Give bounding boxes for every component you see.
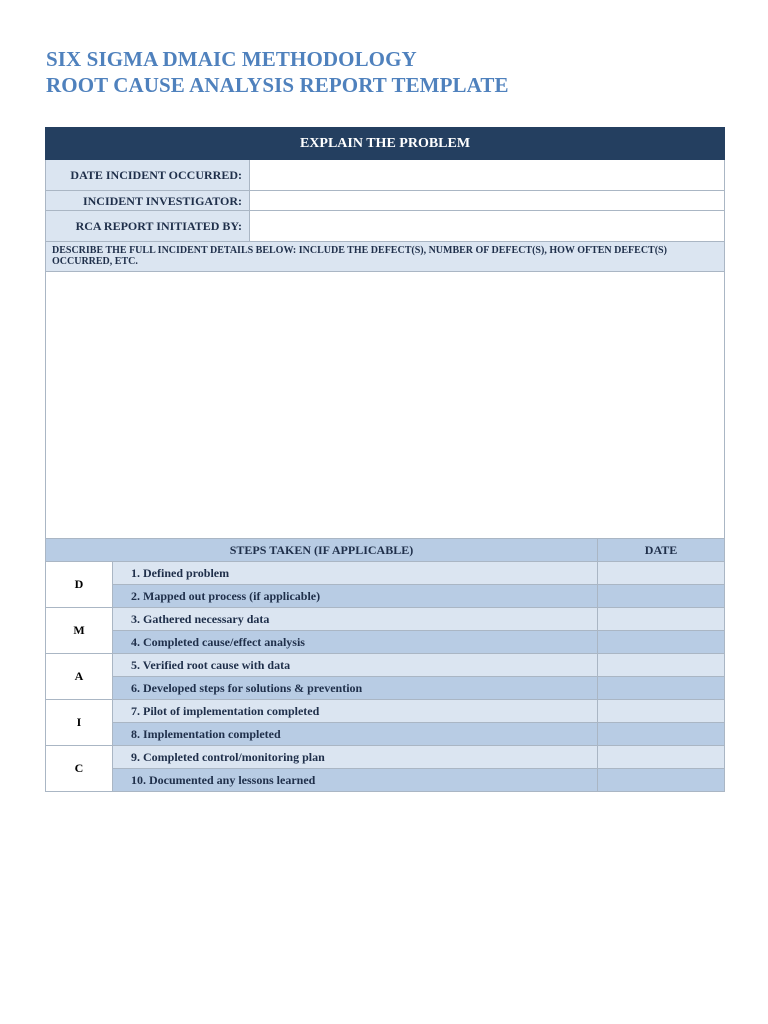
date-column-header: DATE <box>598 539 725 562</box>
step-item: 6. Developed steps for solutions & prevention <box>113 677 598 700</box>
date-incident-label: DATE INCIDENT OCCURRED: <box>46 160 250 191</box>
step-item: 8. Implementation completed <box>113 723 598 746</box>
rca-initiated-by-label: RCA REPORT INITIATED BY: <box>46 211 250 242</box>
step-date-field[interactable] <box>598 654 725 677</box>
step-item: 7. Pilot of implementation completed <box>113 700 598 723</box>
incident-investigator-label: INCIDENT INVESTIGATOR: <box>46 191 250 211</box>
step-date-field[interactable] <box>598 677 725 700</box>
title-line-2: ROOT CAUSE ANALYSIS REPORT TEMPLATE <box>46 73 509 97</box>
document-title <box>46 46 726 98</box>
date-incident-field[interactable] <box>250 160 725 191</box>
step-item: 5. Verified root cause with data <box>113 654 598 677</box>
step-date-field[interactable] <box>598 769 725 792</box>
incident-details-prompt: DESCRIBE THE FULL INCIDENT DETAILS BELOW: INCLUDE THE DEFECT(S), NUMBER OF DEFECT(S), HOW OFTEN DEFECT(S) OCCURRED, ETC. <box>46 242 725 272</box>
rca-initiated-by-field[interactable] <box>250 211 725 242</box>
step-date-field[interactable] <box>598 723 725 746</box>
phase-measure: M <box>46 608 113 654</box>
rca-form <box>45 127 725 792</box>
step-date-field[interactable] <box>598 746 725 769</box>
step-date-field[interactable] <box>598 608 725 631</box>
step-date-field[interactable] <box>598 562 725 585</box>
explain-problem-header: EXPLAIN THE PROBLEM <box>46 128 725 160</box>
steps-taken-header: STEPS TAKEN (IF APPLICABLE) <box>46 539 598 562</box>
step-item: 1. Defined problem <box>113 562 598 585</box>
phase-analyze: A <box>46 654 113 700</box>
incident-details-field[interactable] <box>46 272 725 539</box>
step-item: 3. Gathered necessary data <box>113 608 598 631</box>
step-item: 4. Completed cause/effect analysis <box>113 631 598 654</box>
phase-define: D <box>46 562 113 608</box>
step-date-field[interactable] <box>598 585 725 608</box>
step-item: 10. Documented any lessons learned <box>113 769 598 792</box>
phase-control: C <box>46 746 113 792</box>
step-item: 2. Mapped out process (if applicable) <box>113 585 598 608</box>
title-line-1: SIX SIGMA DMAIC METHODOLOGY <box>46 47 417 71</box>
phase-improve: I <box>46 700 113 746</box>
step-item: 9. Completed control/monitoring plan <box>113 746 598 769</box>
step-date-field[interactable] <box>598 700 725 723</box>
step-date-field[interactable] <box>598 631 725 654</box>
incident-investigator-field[interactable] <box>250 191 725 211</box>
